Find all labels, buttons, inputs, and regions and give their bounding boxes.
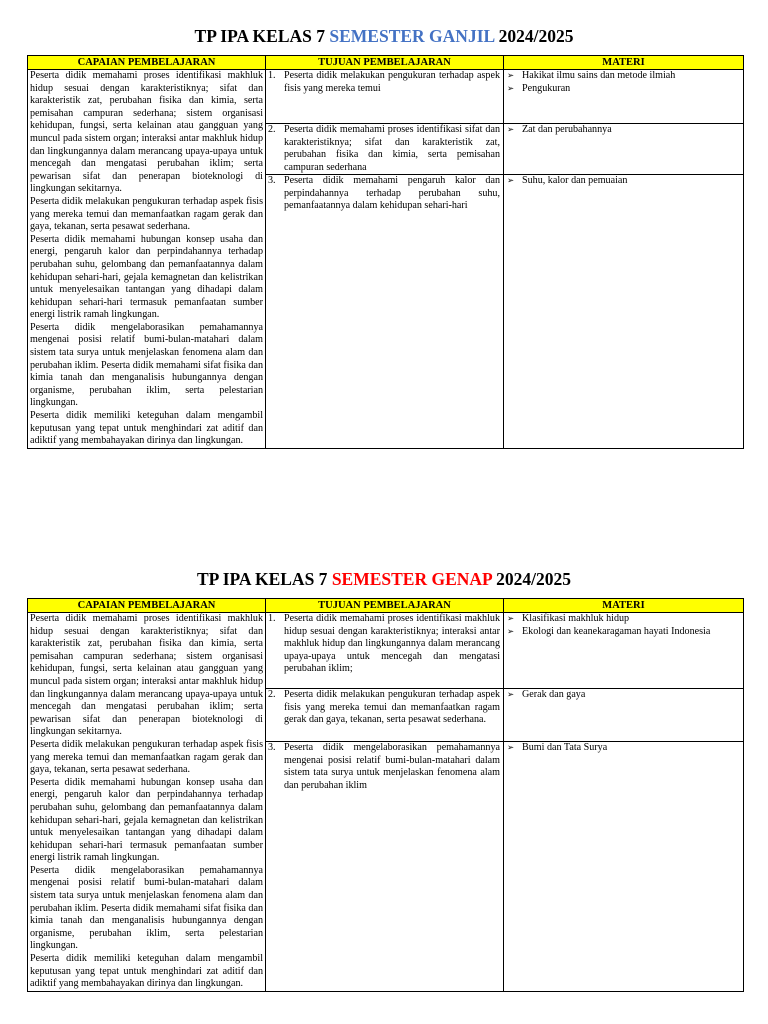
tujuan-cell xyxy=(266,70,504,449)
capaian-paragraph: Peserta didik memahami hubungan konsep usaha dan energi, pengaruh kalor dan perpindahannya terhadap perubahan suhu, gelombang dan pemanfaatannya dalam kehidupan sehari-hari, gejala kemagnetan dan kelistrikan untuk menyelesaikan tantangan yang dihadapi dalam kehidupan sehari-hari termasuk pemanfaatan sumber energi listrik ramah lingkungan. xyxy=(30,776,263,864)
materi-item: ➢ Hakikat ilmu sains dan metode ilmiah xyxy=(507,70,676,81)
semester-label: SEMESTER GENAP xyxy=(331,569,492,589)
tujuan-item: 3. Peserta didik memahami pengaruh kalor dan perpindahannya terhadap perubahan suhu, pemanfaatannya dalam kehidupan sehari-hari xyxy=(268,175,500,212)
materi-item: ➢ Ekologi dan keanekaragaman hayati Indonesia xyxy=(507,625,711,637)
capaian-paragraph: Peserta didik mengelaborasikan pemahamannya mengenai posisi relatif bumi-bulan-matahari dalam sistem tata surya untuk menjelaskan fenomena alam dan perubahan iklim. Peserta didik memahami sifat fisika dan kimia tanah dan menganalisis hubungannya dengan organisme, perubahan iklim, serta pelestarian lingkungan. xyxy=(30,321,263,409)
materi-item: ➢ Klasifikasi makhluk hidup xyxy=(507,613,630,624)
section-title-genap: TP IPA KELAS 7 SEMESTER GENAP 2024/2025 xyxy=(196,569,572,589)
arrow-right-icon: ➢ xyxy=(507,176,515,186)
arrow-right-icon: ➢ xyxy=(507,690,515,700)
capaian-paragraph: Peserta didik melakukan pengukuran terhadap aspek fisis yang mereka temui dan memanfaatkan ragam gerak dan gaya, tekanan, serta pesawat sederhana. xyxy=(30,195,263,233)
capaian-paragraph: Peserta didik melakukan pengukuran terhadap aspek fisis yang mereka temui dan memanfaatkan ragam gerak dan gaya, tekanan, serta pesawat sederhana. xyxy=(30,738,263,776)
tp-table-genap xyxy=(27,598,744,992)
arrow-right-icon: ➢ xyxy=(507,83,515,94)
materi-block xyxy=(504,689,743,742)
materi-cell xyxy=(504,613,744,992)
arrow-right-icon: ➢ xyxy=(507,71,515,81)
arrow-right-icon: ➢ xyxy=(507,125,515,135)
materi-block xyxy=(504,175,743,188)
arrow-right-icon: ➢ xyxy=(507,743,515,753)
tujuan-cell xyxy=(266,613,504,992)
capaian-paragraph: Peserta didik memahami hubungan konsep usaha dan energi, pengaruh kalor dan perpindahannya terhadap perubahan suhu, gelombang dan pemanfaatannya dalam kehidupan sehari-hari, gejala kemagnetan dan kelistrikan untuk menyelesaikan tantangan yang dihadapi dalam kehidupan sehari-hari termasuk pemanfaatan sumber energi listrik ramah lingkungan. xyxy=(30,233,263,321)
header-materi: MATERI xyxy=(504,56,744,70)
tujuan-item: 2. Peserta didik melakukan pengukuran terhadap aspek fisis yang mereka temui dan memanfaatkan ragam gerak dan gaya, tekanan, serta pesawat sederhana. xyxy=(266,689,503,742)
materi-item: ➢ Bumi dan Tata Surya xyxy=(507,742,608,753)
capaian-paragraph: Peserta didik memahami proses identifikasi makhluk hidup sesuai dengan karakteristiknya; sifat dan karakteristik zat, perubahan fisika dan kimia, serta pemisahan campuran sederhana; sistem organisasi kehidupan, fungsi, serta kelainan atau gangguan yang muncul pada sistem organ; interaksi antar makhluk hidup dan lingkungannya dalam merancang upaya-upaya untuk mencegah dan mengatasi perubahan iklim; serta pewarisan sifat dan penerapan bioteknologi di lingkungan sekitarnya. xyxy=(30,613,263,738)
capaian-cell xyxy=(28,70,266,449)
header-materi: MATERI xyxy=(504,599,744,613)
section-title-ganjil: TP IPA KELAS 7 SEMESTER GANJIL 2024/2025 xyxy=(194,26,574,46)
header-tujuan: TUJUAN PEMBELAJARAN xyxy=(266,56,504,70)
materi-item: ➢ Zat dan perubahannya xyxy=(507,124,612,135)
header-capaian: CAPAIAN PEMBELAJARAN xyxy=(28,599,266,613)
header-tujuan: TUJUAN PEMBELAJARAN xyxy=(266,599,504,613)
materi-block xyxy=(504,124,743,175)
semester-label: SEMESTER GANJIL xyxy=(329,26,495,46)
capaian-paragraph: Peserta didik memiliki keteguhan dalam mengambil keputusan yang tepat untuk menghindari zat aditif dan adiktif yang membahayakan dirinya dan lingkungan. xyxy=(30,410,263,447)
materi-block xyxy=(504,742,743,755)
capaian-cell xyxy=(28,613,266,992)
capaian-paragraph: Peserta didik memahami proses identifikasi makhluk hidup sesuai dengan karakteristiknya; sifat dan karakteristik zat, perubahan fisika dan kimia, serta pemisahan campuran sederhana; sistem organisasi kehidupan, fungsi, serta kelainan atau gangguan yang muncul pada sistem organ; interaksi antar makhluk hidup dan lingkungannya dalam merancang upaya-upaya untuk mencegah dan mengatasi perubahan iklim; serta pewarisan sifat dan penerapan bioteknologi di lingkungan sekitarnya. xyxy=(30,70,263,195)
materi-block xyxy=(504,613,743,689)
tujuan-item: 1. Peserta didik memahami proses identifikasi makhluk hidup sesuai dengan karakteristiknya; interaksi antar makhluk hidup dan lingkungannya dalam merancang upaya-upaya untuk mencegah dan mengatasi perubahan iklim; xyxy=(266,613,503,689)
capaian-paragraph: Peserta didik mengelaborasikan pemahamannya mengenai posisi relatif bumi-bulan-matahari dalam sistem tata surya untuk menjelaskan fenomena alam dan perubahan iklim. Peserta didik memahami sifat fisika dan kimia tanah dan menganalisis hubungannya dengan organisme, perubahan iklim, serta pelestarian lingkungan. xyxy=(30,864,263,952)
materi-item: ➢ Suhu, kalor dan pemuaian xyxy=(507,175,628,186)
header-capaian: CAPAIAN PEMBELAJARAN xyxy=(28,56,266,70)
tujuan-item: 3. Peserta didik mengelaborasikan pemahamannya mengenai posisi relatif bumi-bulan-matahari dalam sistem tata surya untuk menjelaskan fenomena alam dan perubahan iklim xyxy=(268,742,500,791)
tujuan-item: 1. Peserta didik melakukan pengukuran terhadap aspek fisis yang mereka temui xyxy=(266,70,503,124)
capaian-paragraph: Peserta didik memiliki keteguhan dalam mengambil keputusan yang tepat untuk menghindari zat aditif dan adiktif yang membahayakan dirinya dan lingkungan. xyxy=(30,953,263,990)
materi-block xyxy=(504,70,743,124)
arrow-right-icon: ➢ xyxy=(507,626,515,637)
tp-table-ganjil xyxy=(27,55,744,449)
materi-cell xyxy=(504,70,744,449)
materi-item: ➢ Gerak dan gaya xyxy=(507,689,586,700)
tujuan-item: 2. Peserta didik memahami proses identifikasi sifat dan karakteristiknya; sifat dan karakteristik zat, perubahan fisika dan kimia, serta pemisahan campuran sederhana xyxy=(266,124,503,175)
materi-item: ➢ Pengukuran xyxy=(507,82,571,94)
arrow-right-icon: ➢ xyxy=(507,614,515,624)
